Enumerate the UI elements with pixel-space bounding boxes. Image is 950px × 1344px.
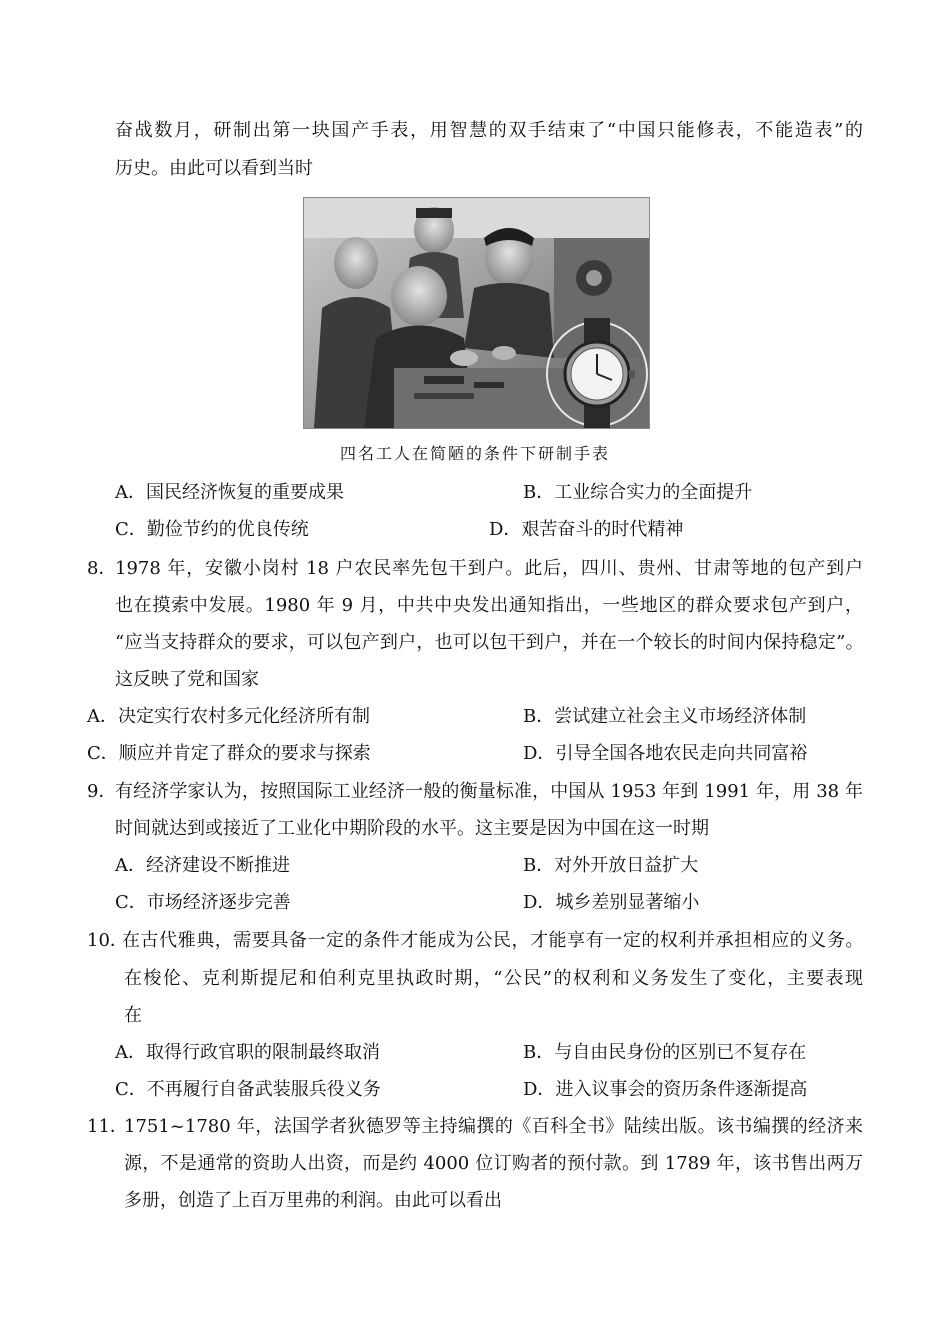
q8-option-b[interactable] [523, 704, 806, 730]
option-text: 引导全国各地农民走向共同富裕 [555, 743, 808, 764]
q8-option-c[interactable] [87, 741, 371, 767]
photo-illustration [304, 198, 649, 428]
option-text: 取得行政官职的限制最终取消 [146, 1042, 380, 1063]
q7-stem-line-2: 历史。由此可以看到当时 [115, 158, 313, 179]
figure-caption: 四名工人在简陋的条件下研制手表 [339, 444, 610, 463]
q10-option-c[interactable] [115, 1077, 381, 1103]
q11-stem-line-3: 多册，创造了上百万里弗的利润。由此可以看出 [124, 1190, 502, 1211]
option-letter: B． [523, 706, 555, 727]
option-letter: D． [523, 1079, 556, 1100]
option-text: 勤俭节约的优良传统 [146, 519, 309, 540]
q9-option-a[interactable] [115, 853, 290, 879]
option-letter: C． [115, 519, 147, 540]
q10-stem-line-3: 在 [124, 1005, 142, 1026]
option-text: 与自由民身份的区别已不复存在 [554, 1042, 807, 1063]
option-letter: A． [115, 855, 146, 876]
q11-number: 11． [87, 1116, 128, 1137]
option-letter: C． [115, 892, 147, 913]
q8-stem-line-3: “应当支持群众的要求，可以包产到户，也可以包干到户，并在一个较长的时间内保持稳定”。 [115, 632, 863, 653]
option-text: 顺应并肯定了群众的要求与探索 [118, 743, 371, 764]
option-text: 尝试建立社会主义市场经济体制 [554, 706, 807, 727]
q10-number: 10． [87, 930, 128, 951]
q8-stem-line-2: 也在摸索中发展。1980 年 9 月，中共中央发出通知指出，一些地区的群众要求包产到户， [115, 595, 863, 616]
option-letter: D． [523, 892, 556, 913]
option-text: 艰苦奋斗的时代精神 [521, 519, 684, 540]
option-letter: D． [523, 743, 556, 764]
option-letter: B． [523, 1042, 555, 1063]
q7-stem-line-1: 奋战数月，研制出第一块国产手表，用智慧的双手结束了“中国只能修表，不能造表”的 [115, 120, 863, 141]
q10-option-b[interactable] [523, 1040, 806, 1066]
option-letter: C． [87, 743, 119, 764]
q10-stem-line-1: 在古代雅典，需要具备一定的条件才能成为公民，才能享有一定的权利并承担相应的义务。 [122, 930, 863, 951]
q10-option-d[interactable] [523, 1077, 807, 1103]
q9-number: 9． [87, 781, 117, 802]
q7-option-c[interactable] [115, 517, 309, 543]
q7-option-a[interactable] [115, 480, 344, 506]
q9-option-b[interactable] [523, 853, 698, 879]
option-letter: B． [523, 482, 555, 503]
option-text: 不再履行自备武装服兵役义务 [146, 1079, 381, 1100]
option-letter: A． [115, 1042, 146, 1063]
option-letter: A． [87, 706, 118, 727]
q8-number: 8． [87, 558, 117, 579]
option-letter: D． [489, 519, 522, 540]
option-text: 工业综合实力的全面提升 [554, 482, 753, 503]
q10-stem-line-2: 在梭伦、克利斯提尼和伯利克里执政时期，“公民”的权利和义务发生了变化，主要表现 [124, 968, 863, 989]
option-text: 对外开放日益扩大 [554, 855, 699, 876]
option-text: 城乡差别显著缩小 [555, 892, 700, 913]
option-letter: A． [115, 482, 146, 503]
option-text: 国民经济恢复的重要成果 [146, 482, 344, 503]
option-letter: B． [523, 855, 555, 876]
option-text: 经济建设不断推进 [146, 855, 290, 876]
q8-stem-line-1: 1978 年，安徽小岗村 18 户农民率先包干到户。此后，四川、贵州、甘肃等地的包产到户 [115, 558, 863, 579]
q11-stem-line-1: 1751~1780 年，法国学者狄德罗等主持编撰的《百科全书》陆续出版。该书编撰的经济来 [124, 1116, 863, 1137]
q11-stem-line-2: 源，不是通常的资助人出资，而是约 4000 位订购者的预付款。到 1789 年，该书售出两万 [124, 1153, 863, 1174]
q9-option-d[interactable] [523, 890, 699, 916]
workers-making-watch-photo [303, 197, 650, 429]
q9-stem-line-1: 有经济学家认为，按照国际工业经济一般的衡量标准，中国从 1953 年到 1991 年，用 38 年 [115, 781, 863, 802]
option-text: 进入议事会的资历条件逐渐提高 [555, 1079, 808, 1100]
option-text: 决定实行农村多元化经济所有制 [118, 706, 370, 727]
q8-stem-line-4: 这反映了党和国家 [115, 669, 259, 690]
q8-option-d[interactable] [523, 741, 807, 767]
q7-option-b[interactable] [523, 480, 752, 506]
q9-option-c[interactable] [115, 890, 291, 916]
option-text: 市场经济逐步完善 [146, 892, 291, 913]
q8-option-a[interactable] [87, 704, 370, 730]
q10-option-a[interactable] [115, 1040, 380, 1066]
option-letter: C． [115, 1079, 147, 1100]
q7-option-d[interactable] [489, 517, 683, 543]
q9-stem-line-2: 时间就达到或接近了工业化中期阶段的水平。这主要是因为中国在这一时期 [115, 818, 709, 839]
